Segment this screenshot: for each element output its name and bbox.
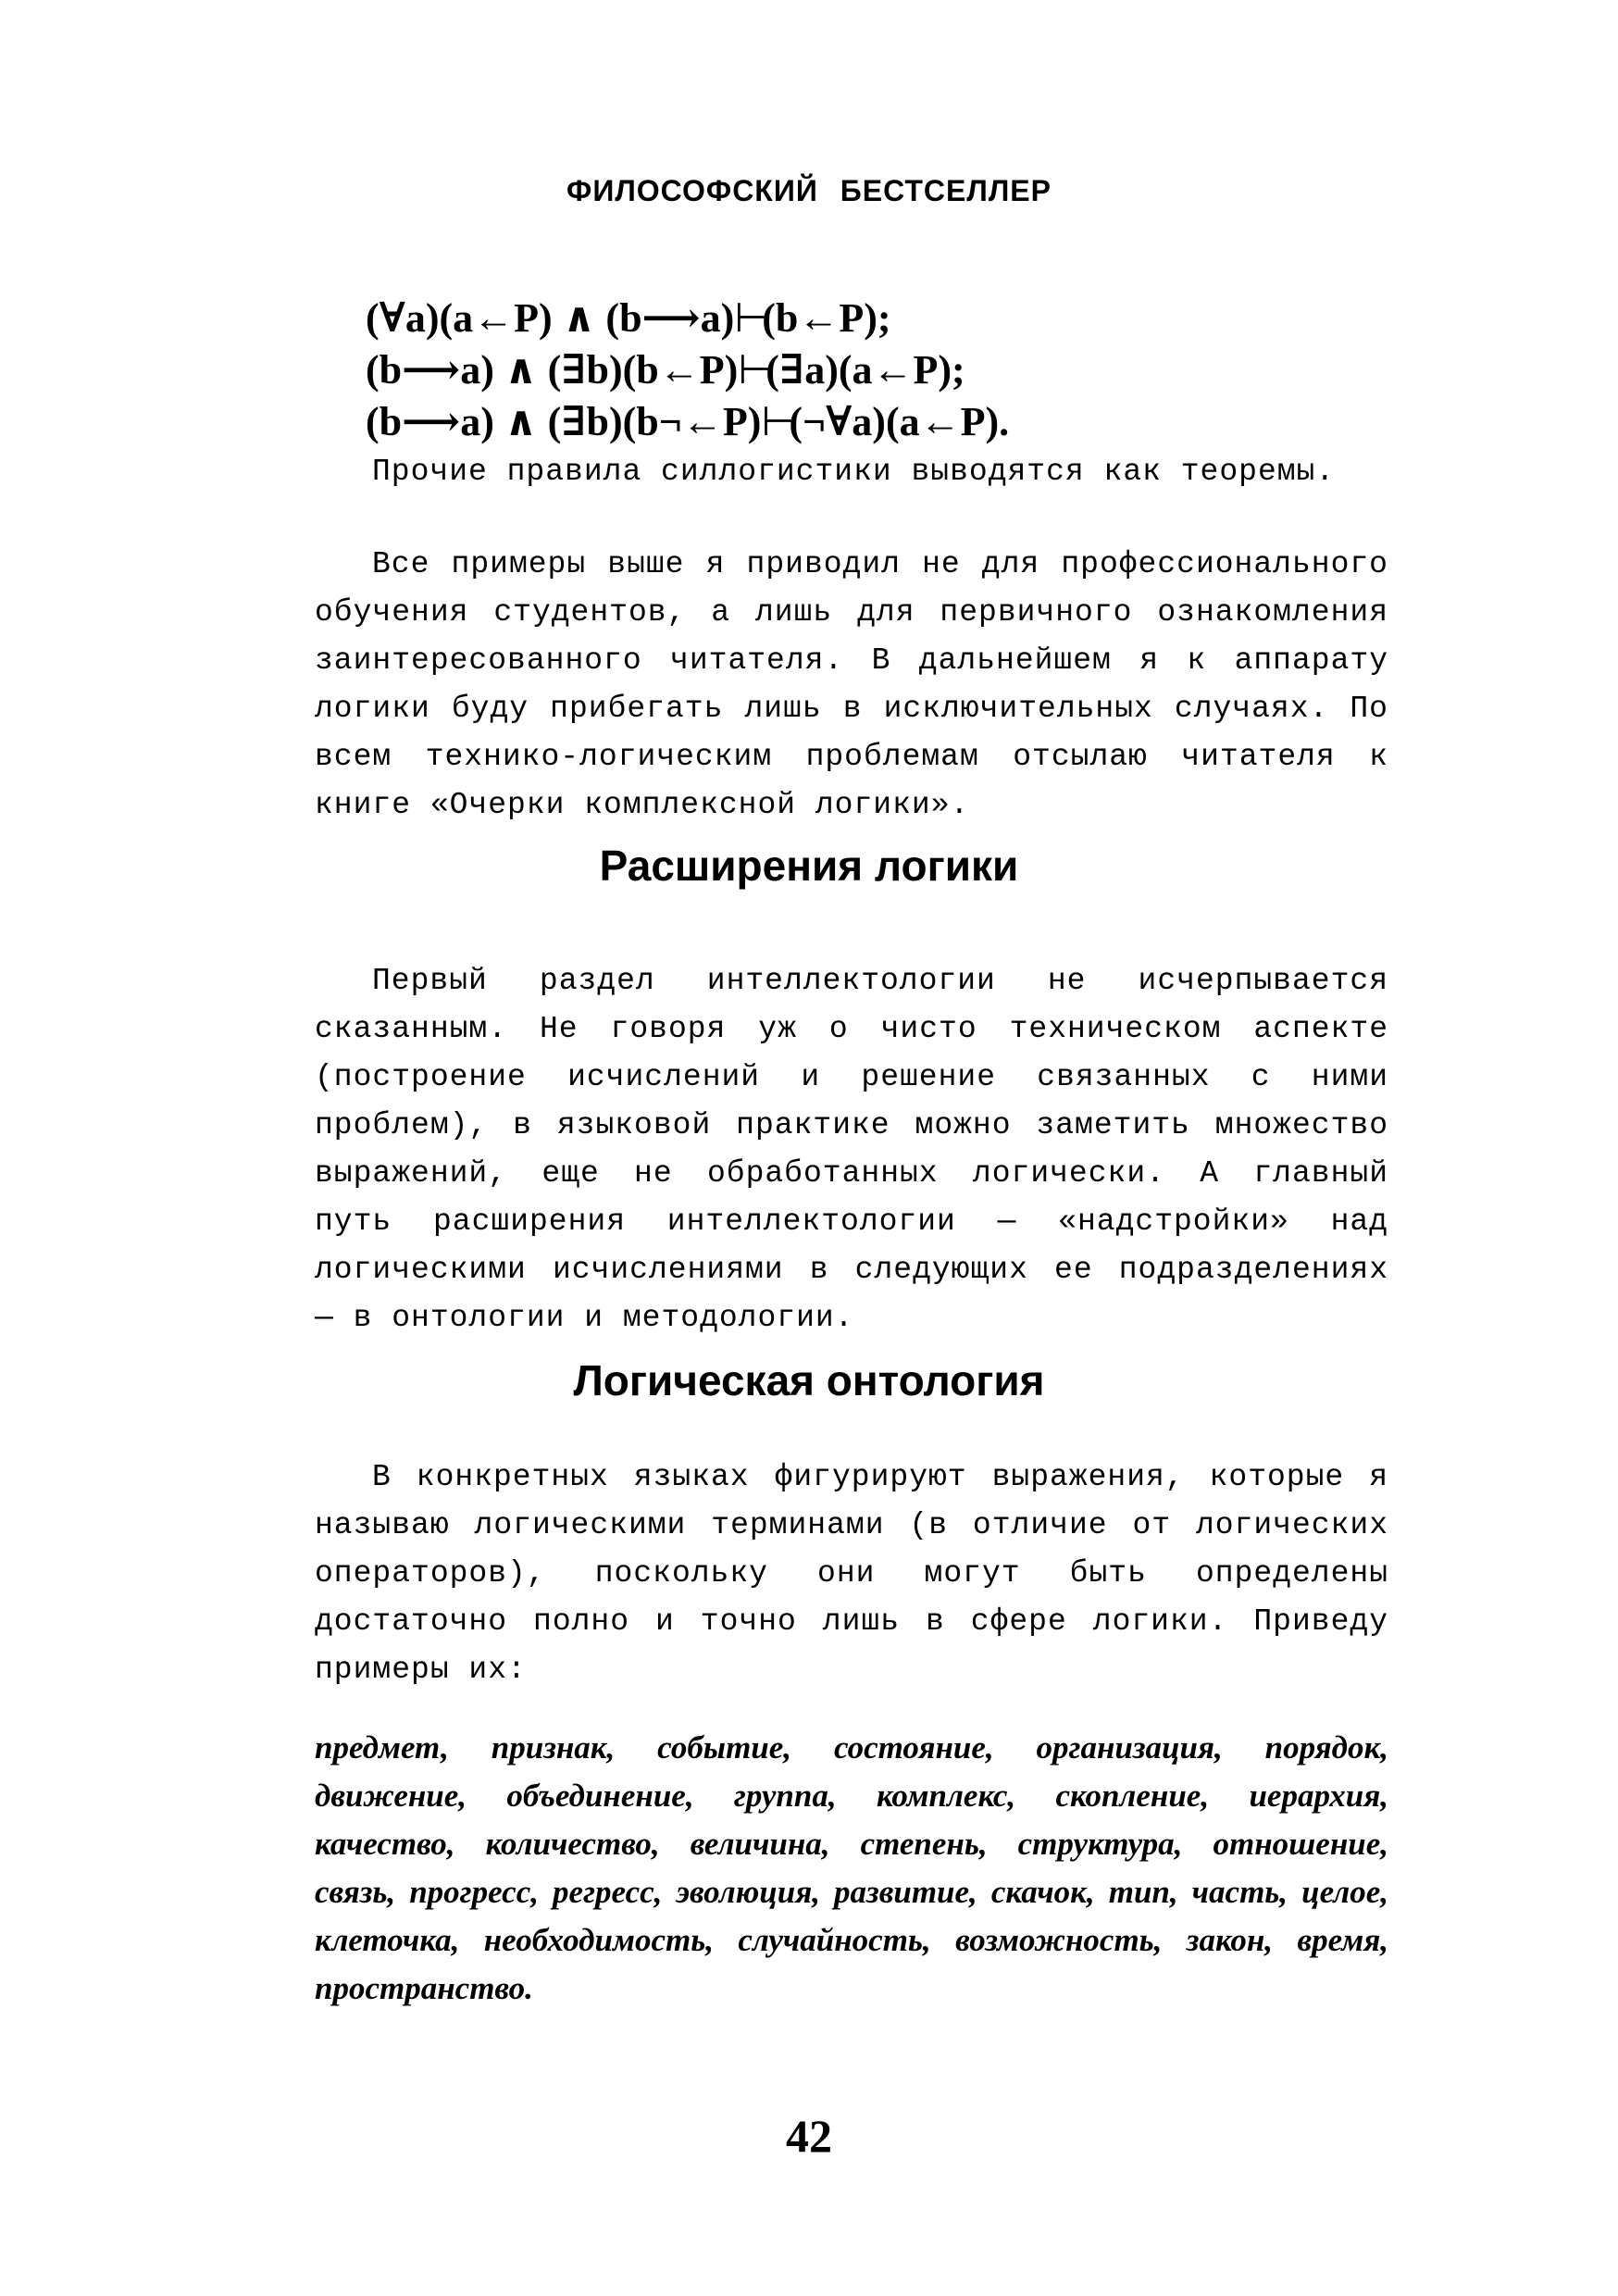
turnstile-symbol: ⊢ <box>761 398 797 445</box>
extensions-paragraph <box>315 957 1388 1342</box>
formula-conclusion: (b←P); <box>762 295 891 341</box>
formula-premise: (b⟶a) ∧ (∃b)(b←P) <box>366 347 739 393</box>
theorems-note <box>315 448 1388 496</box>
paragraph: Все примеры выше я приводил не для профессионального обучения студентов, а лишь для первичного ознакомления заинтересованного читателя. В дальнейшем я к аппарату логики буду прибегать лишь в исключительных случаях. По всем технико-логическим проблемам отсылаю читателя к книге «Очерки комплексной логики». <box>315 547 1388 822</box>
paragraph: В конкретных языках фигурируют выражения, которые я называю логическими терминами (в отличие от логических операторов), поскольку они могут быть определены достаточно полно и точно лишь в сфере логики. Приведу примеры их: <box>315 1460 1388 1687</box>
logical-terms-list: предмет, признак, событие, состояние, организация, порядок, движение, объединение, группа, комплекс, скопление, иерархия, качество, количество, величина, степень, структура, отношение, связь, прогресс, регресс, эволюция, развитие, скачок, тип, часть, целое, клеточка, необходимость, случайность, возможность, закон, время, пространство. <box>315 1729 1388 2006</box>
section-heading-extensions: Расширения логики <box>599 842 1019 890</box>
formula-line-3 <box>366 396 1009 448</box>
formula-block <box>366 293 1009 448</box>
running-header: ФИЛОСОФСКИЙ БЕСТСЕЛЛЕР <box>566 174 1052 207</box>
formula-conclusion: (¬∀a)(a←P). <box>789 399 1010 444</box>
formula-line-1 <box>366 293 1009 344</box>
formula-conclusion: (∃a)(a←P); <box>765 347 965 393</box>
turnstile-symbol: ⊢ <box>734 294 770 342</box>
page-number: 42 <box>786 2110 832 2162</box>
turnstile-symbol: ⊢ <box>738 346 774 393</box>
intro-paragraph <box>315 541 1388 830</box>
paragraph: Прочие правила силлогистики выводятся как теоремы. <box>372 455 1336 489</box>
formula-premise: (b⟶a) ∧ (∃b)(b¬←P) <box>366 399 762 444</box>
formula-line-2 <box>366 344 1009 396</box>
paragraph: Первый раздел интеллектологии не исчерпывается сказанным. Не говоря уж о чисто техническом аспекте (построение исчислений и решение связанных с ними проблем), в языковой практике можно заметить множество выражений, еще не обработанных логически. А главный путь расширения интеллектологии — «надстройки» над логическими исчислениями в следующих ее подразделениях — в онтологии и методологии. <box>315 964 1388 1335</box>
section-heading-ontology: Логическая онтология <box>573 1356 1045 1404</box>
formula-premise: (∀a)(a←P) ∧ (b⟶a) <box>366 295 735 341</box>
ontology-paragraph <box>315 1454 1388 1694</box>
